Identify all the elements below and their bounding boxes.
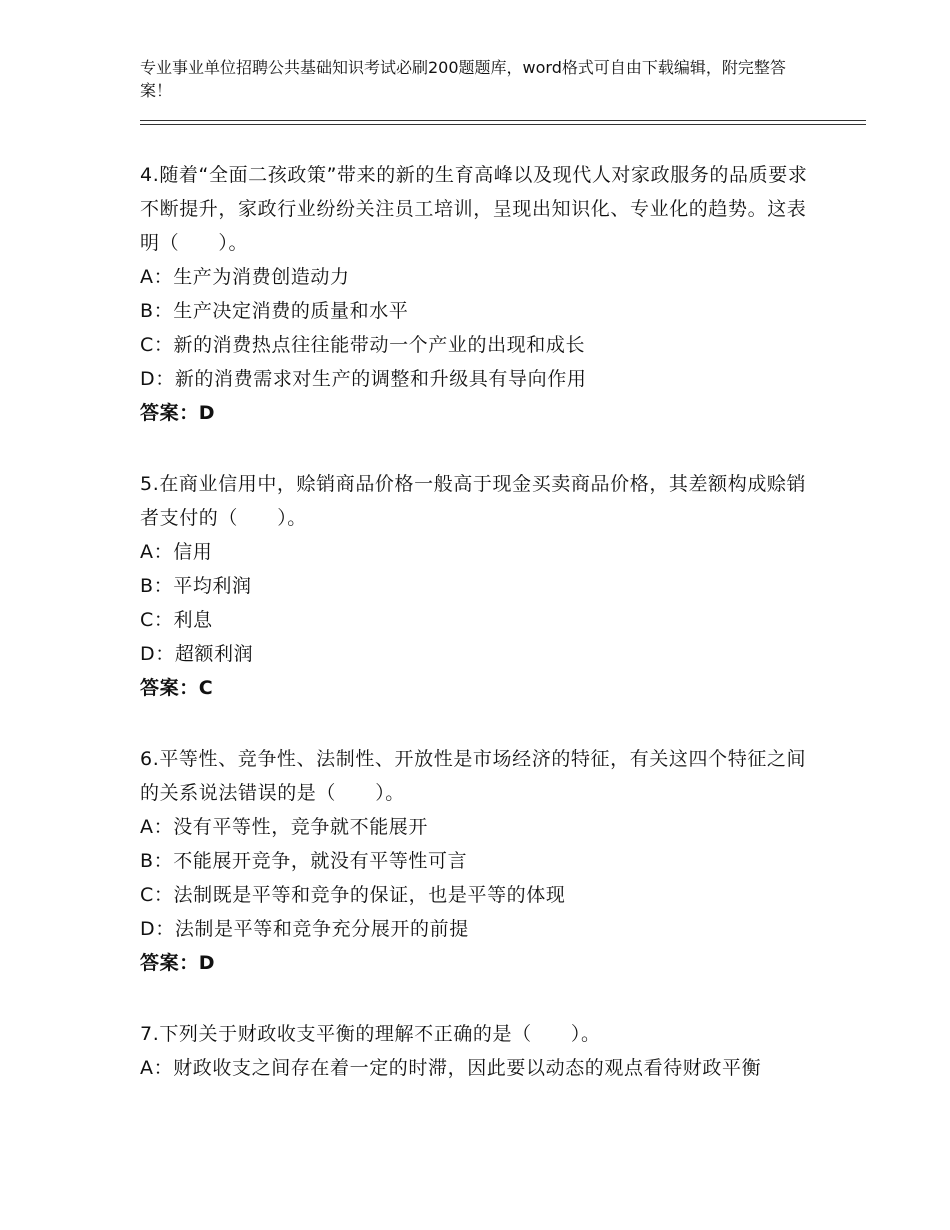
answer-line: 答案：C: [140, 677, 214, 699]
option-a: A：生产为消费创造动力: [140, 266, 350, 288]
header-double-rule: [140, 120, 866, 125]
question-5: [140, 467, 820, 705]
question-stem: 5.在商业信用中，赊销商品价格一般高于现金买卖商品价格，其差额构成赊销者支付的（ ）。: [140, 473, 807, 529]
question-stem: 4.随着“全面二孩政策”带来的新的生育高峰以及现代人对家政服务的品质要求不断提升，家政行业纷纷关注员工培训，呈现出知识化、专业化的趋势。这表明（ ）。: [140, 164, 808, 254]
answer-line: 答案：D: [140, 402, 216, 424]
page-header: 专业事业单位招聘公共基础知识考试必刷200题题库，word格式可自由下载编辑，附完整答案！: [140, 58, 786, 100]
option-a: A：财政收支之间存在着一定的时滞，因此要以动态的观点看待财政平衡: [140, 1057, 762, 1079]
question-stem: 6.平等性、竞争性、法制性、开放性是市场经济的特征，有关这四个特征之间的关系说法错误的是（ ）。: [140, 748, 807, 804]
question-7: [140, 1017, 820, 1085]
question-list: [140, 158, 820, 1122]
option-c: C：利息: [140, 609, 213, 631]
option-d: D：法制是平等和竞争充分展开的前提: [140, 918, 469, 940]
option-a: A：没有平等性，竞争就不能展开: [140, 816, 428, 838]
question-4: [140, 158, 820, 430]
option-b: B：平均利润: [140, 575, 252, 597]
option-b: B：生产决定消费的质量和水平: [140, 300, 409, 322]
question-stem: 7.下列关于财政收支平衡的理解不正确的是（ ）。: [140, 1023, 601, 1045]
option-d: D：新的消费需求对生产的调整和升级具有导向作用: [140, 368, 587, 390]
option-c: C：新的消费热点往往能带动一个产业的出现和成长: [140, 334, 586, 356]
option-c: C：法制既是平等和竞争的保证，也是平等的体现: [140, 884, 566, 906]
option-d: D：超额利润: [140, 643, 254, 665]
question-6: [140, 742, 820, 980]
option-b: B：不能展开竞争，就没有平等性可言: [140, 850, 468, 872]
option-a: A：信用: [140, 541, 213, 563]
answer-line: 答案：D: [140, 952, 216, 974]
